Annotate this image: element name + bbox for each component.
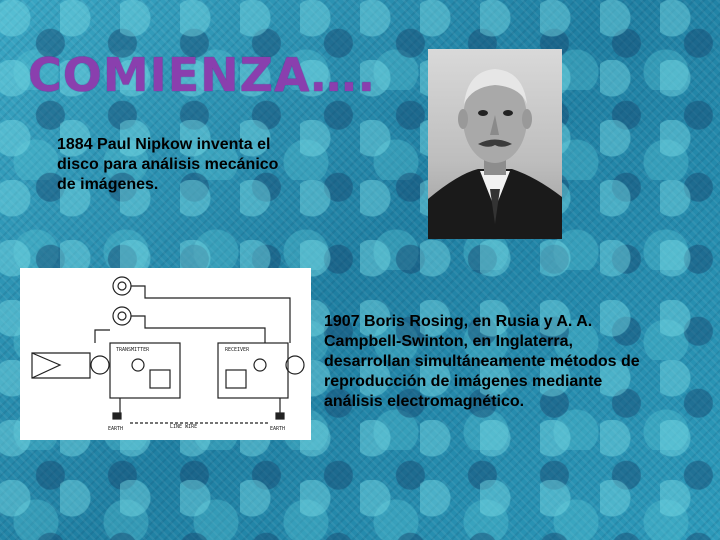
portrait-photo [428,49,562,239]
label-transmitter: TRANSMITTER [116,347,150,353]
slide-title: COMIENZA…. [28,48,377,102]
rosing-text: 1907 Boris Rosing, en Rusia y A. A. Campbell-Swinton, en Inglaterra, desarrollan simultáneamente métodos de reproducción de imágenes mediante análisis electromagnético. [324,313,640,410]
label-receiver: RECEIVER [225,347,250,353]
label-earth-right: EARTH [270,426,286,432]
scanning-diagram [20,268,311,440]
label-earth-left: EARTH [108,426,124,432]
label-line-wire: LINE WIRE [170,424,198,430]
nipkow-text: 1884 Paul Nipkow inventa el disco para análisis mecánico de imágenes. [57,136,279,193]
